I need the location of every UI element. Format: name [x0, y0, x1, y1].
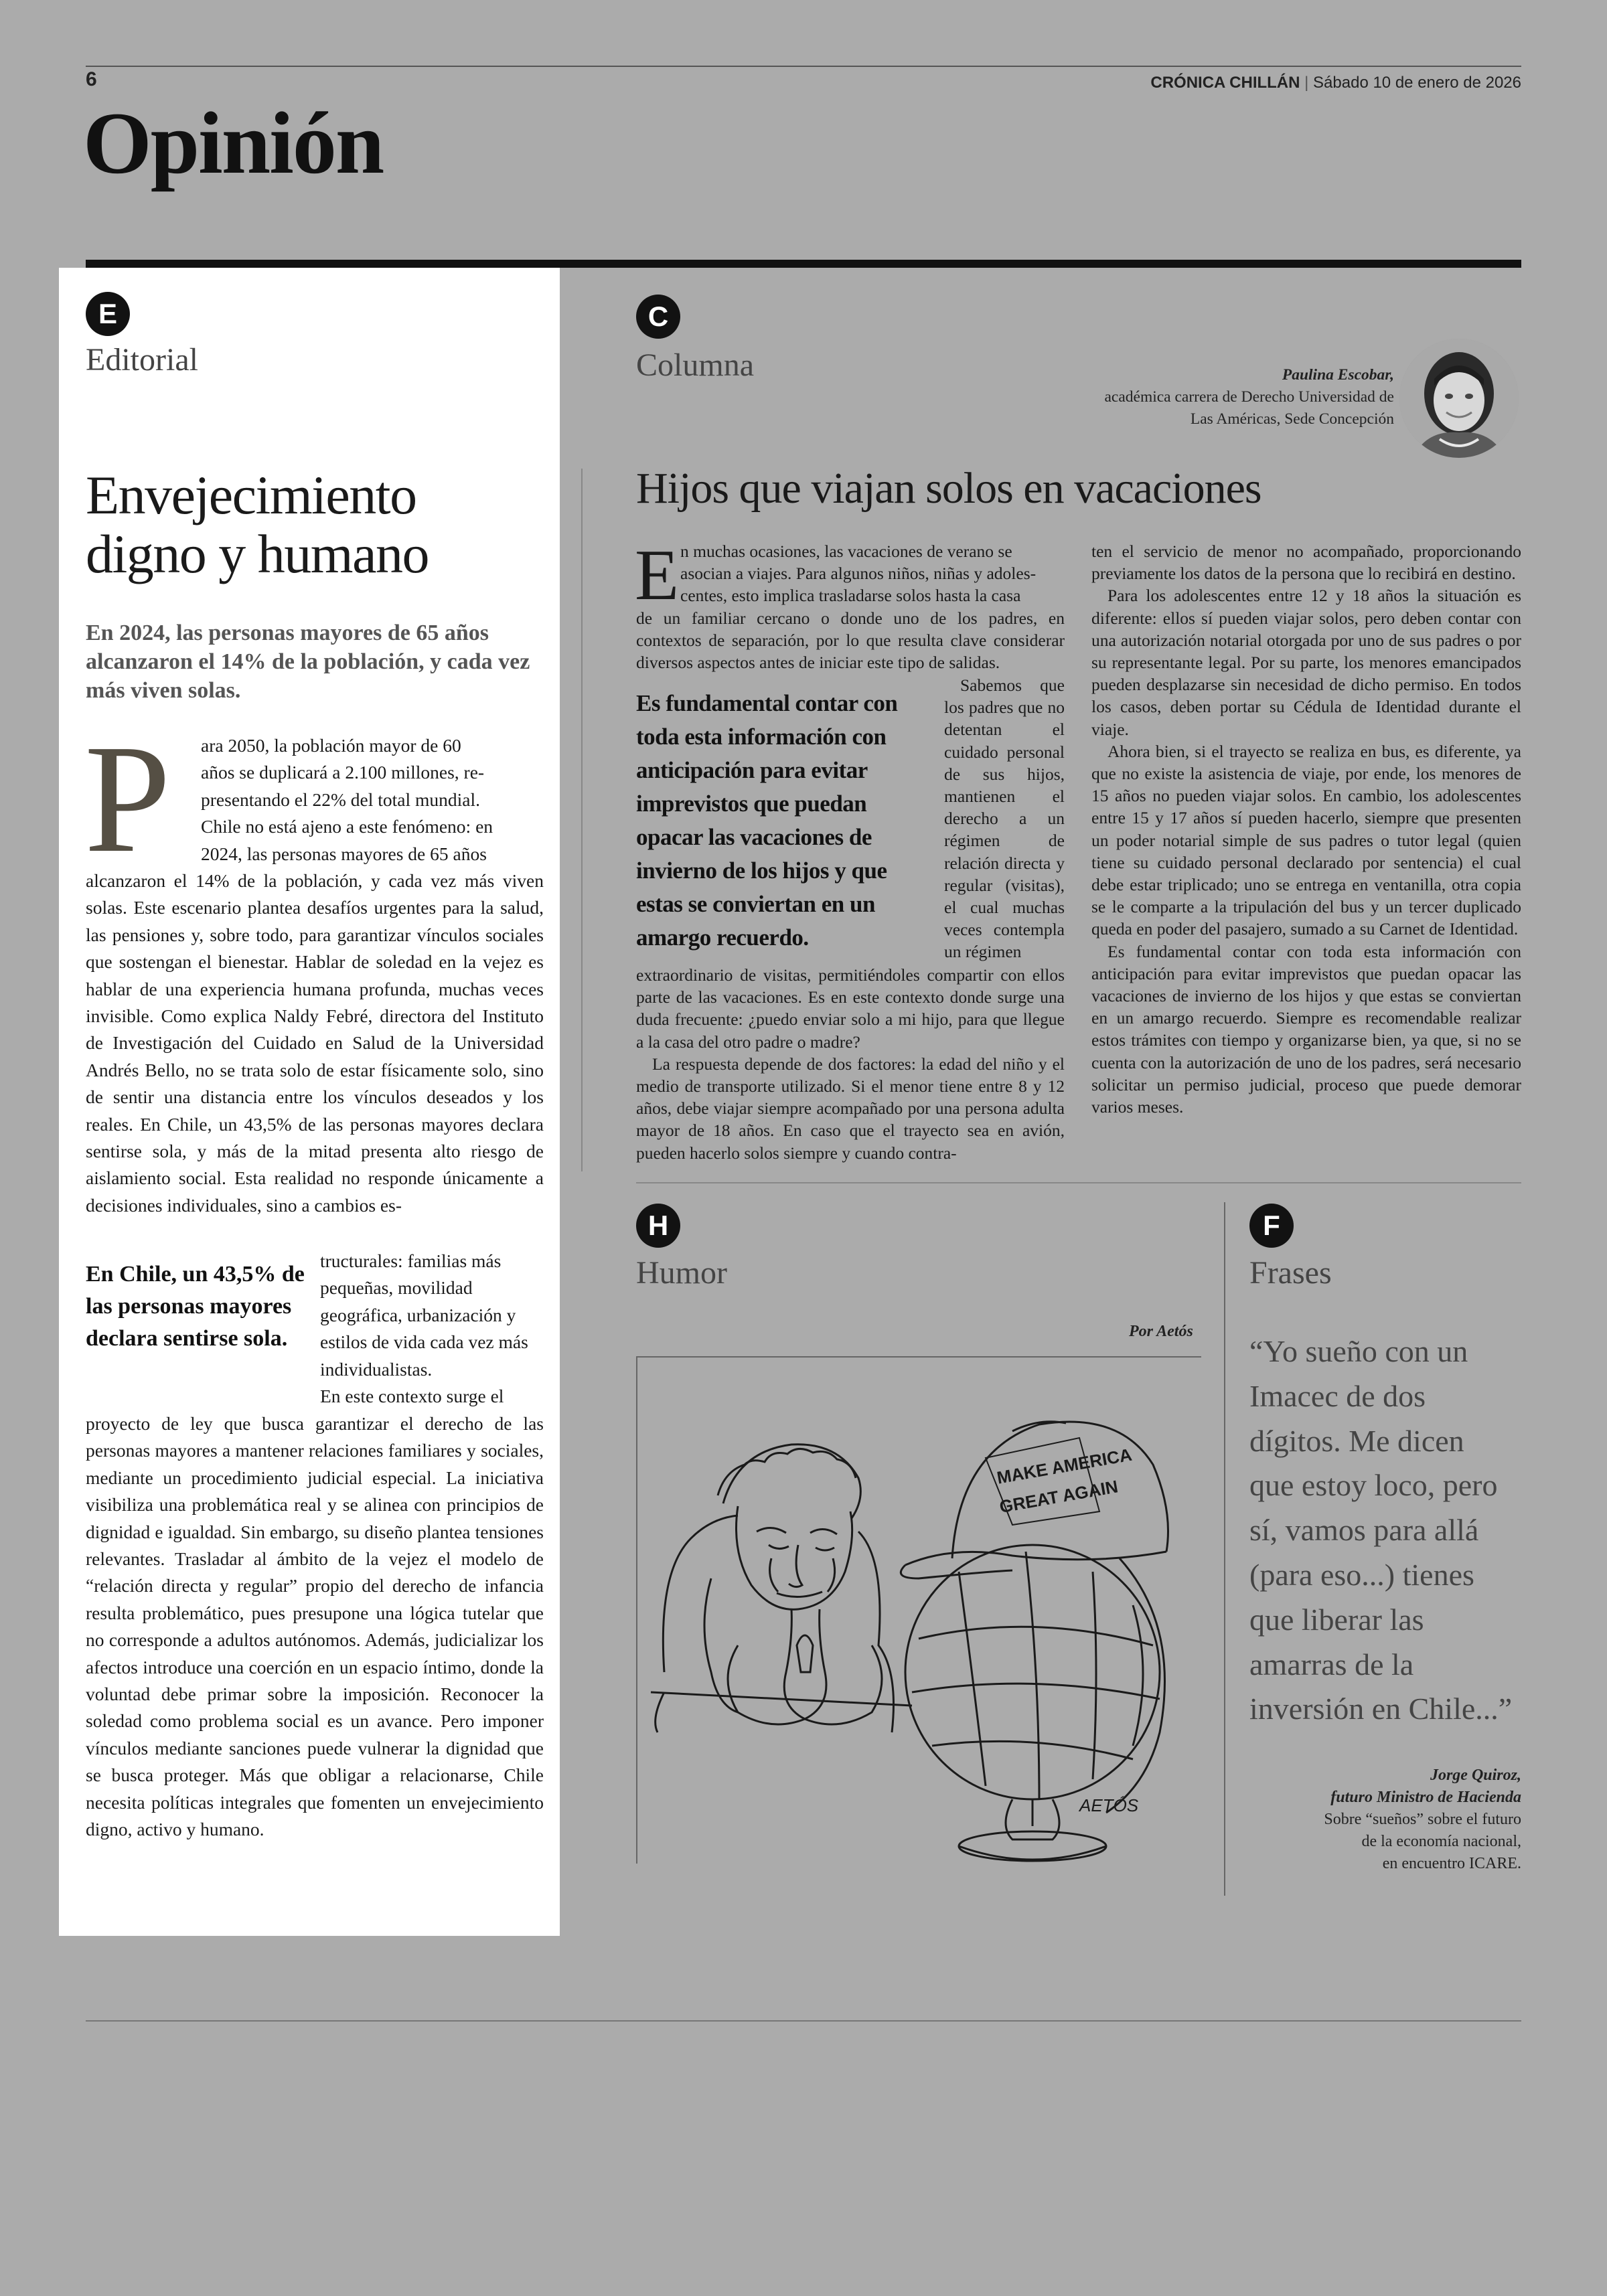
- header-top-rule: [86, 66, 1521, 67]
- editorial-title-line2: digno y humano: [86, 523, 429, 584]
- quote-line: (para eso...) tienes: [1249, 1557, 1474, 1592]
- frases-divider-vertical: [1224, 1202, 1225, 1896]
- columna-col2-p1: ten el servicio de menor no acompañado, proporcionando previamente los datos de la persona que lo recibirá en destino.: [1091, 542, 1521, 584]
- cartoon-signature: AETÓS: [1079, 1795, 1139, 1815]
- editorial-first-line: Chile no está ajeno a este fenómeno: en: [201, 816, 493, 837]
- columna-col1-bottom-p2: La respuesta depende de dos factores: la edad del niño y el medio de transporte utilizado. Si el menor tiene entre 8 y 12 años, debe viajar siempre acompañado por una persona adulta mayor de 18 años. En caso que el trayecto sea en avión, pueden hacerlo solos siempre y cuando contra-: [636, 1054, 1065, 1163]
- cap-text-line1: MAKE AMERICA: [995, 1444, 1134, 1488]
- columna-col1-side-paragraph: Sabemos que los padres que no detentan el cuidado personal de sus hijos, mantienen el derecho a un régimen de relación directa y regular (visitas), el cual muchas veces contempla un régimen: [944, 675, 1065, 962]
- frases-context-line2: de la economía nacional,: [1361, 1833, 1521, 1850]
- columna-divider-vertical: [581, 469, 583, 1171]
- frases-attribution: [1324, 1765, 1521, 1875]
- footer-rule: [86, 2020, 1521, 2022]
- editorial-first-line: presentando el 22% del total mundial.: [201, 789, 480, 810]
- columna-col1-bottom: [636, 964, 1065, 1164]
- columna-label: Columna: [636, 347, 754, 383]
- editorial-label: Editorial: [86, 342, 198, 378]
- quote-line: dígitos. Me dicen: [1249, 1423, 1464, 1458]
- editorial-first-line: ara 2050, la población mayor de 60: [201, 735, 461, 756]
- cap-text-line2: GREAT AGAIN: [998, 1476, 1120, 1518]
- cartoon-illustration: [637, 1358, 1201, 1864]
- columna-col2-p4: Es fundamental contar con toda esta información con anticipación para evitar imprevistos que puedan opacar las vacaciones de invierno de los hijos y que estas se conviertan en un amargo recuerdo. Siempre es recomendable realizar estos trámites con tiempo y organizarse bien, ya que, si no se cuenta con la autorización de uno de los padres, será necesario solicitar un permiso judicial, proceso que puede demorar varios meses.: [1091, 941, 1521, 1117]
- editorial-side-paragraph: tructurales: familias más pequeñas, movilidad geográfica, urbanización y estilos de vida cada vez más individualistas.: [320, 1250, 528, 1380]
- columna-col2: [1091, 540, 1521, 1118]
- quote-line: que liberar las: [1249, 1602, 1424, 1637]
- editorial-first-line: años se duplicará a 2.100 millones, re-: [201, 762, 485, 783]
- editorial-pullquote: En Chile, un 43,5% de las personas mayores declara sentirse sola.: [86, 1262, 305, 1351]
- quote-line: “Yo sueño con un: [1249, 1334, 1468, 1368]
- humor-credit: Por Aetós: [1129, 1323, 1193, 1340]
- columna-badge: C: [636, 295, 680, 339]
- columna-col2-p2: Para los adolescentes entre 12 y 18 años la situación es diferente: ellos sí pueden viajar solos, pero deben contar con una autorización notarial otorgada por uno de sus padres o por su representante legal. Por su parte, los menores emancipados pueden desplazarse sin necesidad de dicho permiso. En todos los casos, deben portar su Cédula de Identidad durante el viaje.: [1091, 586, 1521, 739]
- quote-line: Imacec de dos: [1249, 1378, 1426, 1413]
- quote-line: amarras de la: [1249, 1647, 1414, 1682]
- author-portrait-icon: [1399, 339, 1519, 458]
- columna-col1-top: [636, 607, 1065, 674]
- section-title: Opinión: [83, 94, 384, 192]
- editorial-body-part1: alcanzaron el 14% de la población, y cada vez más viven solas. Este escenario plantea desafíos urgentes para la salud, las pensiones y, sobre todo, para garantizar vínculos sociales que sostengan el bienestar. Hablar de soledad en la vejez es hablar de una experiencia humana profunda, muchas veces invisible. Como explica Naldy Febré, directora del Instituto de Investigación del Cuidado en Salud de la Universidad Andrés Bello, no se trata solo de estar físicamente solo, sino de sentir una distancia entre los vínculos deseados y los reales. En Chile, un 43,5% de las personas mayores declara sentirse sola, y más de la mitad presenta alto riesgo de aislamiento social. Esta realidad no responde únicamente a decisiones individuales, sino a cambios es-: [86, 870, 544, 1216]
- columna-title: Hijos que viajan solos en vacaciones: [636, 464, 1261, 513]
- quote-line: inversión en Chile...”: [1249, 1692, 1513, 1726]
- columna-col2-p3: Ahora bien, si el trayecto se realiza en bus, es diferente, ya que no existe la asistencia de viaje, por ende, los menores de 15 años no pueden viajar solos. En cambio, los adolescentes entre 15 y 17 años sí pueden hacerlo, siempre que presenten un poder notarial simple de sus padres o tutor legal (quien tiene su cuidado personal declarado por sentencia) el cual debe estar triplicado; uno se entrega en ventanilla, otra copia se le comparte a la tripulación del bus y un tercer duplicado queda en poder del pasajero, sumado a su Carnet de Identidad.: [1091, 741, 1521, 939]
- frases-badge: F: [1249, 1204, 1294, 1248]
- columna-dropcap: E: [635, 536, 679, 615]
- columna-author-name: Paulina Escobar,: [1282, 366, 1394, 384]
- editorial-lead: En 2024, las personas mayores de 65 años alcanzaron el 14% de la población, y cada vez más viven solas.: [86, 621, 530, 703]
- quote-line: sí, vamos para allá: [1249, 1513, 1479, 1548]
- frases-label: Frases: [1249, 1255, 1332, 1291]
- cartoon-man-icon: [651, 1445, 912, 1732]
- columna-col1-bottom-p1: extraordinario de visitas, permitiéndoles compartir con ellos parte de las vacaciones. Es en este contexto donde surge una duda frecuente: ¿puedo enviar solo a mi hijo, para que llegue a la casa del otro padre o madre?: [636, 965, 1065, 1052]
- humor-badge: H: [636, 1204, 680, 1248]
- frases-quote: [1249, 1329, 1521, 1732]
- masthead-date: [1150, 74, 1521, 92]
- quote-line: que estoy loco, pero: [1249, 1468, 1498, 1503]
- columna-col1-side: [944, 674, 1065, 963]
- masthead-separator: |: [1304, 74, 1314, 92]
- editorial-body-part2: proyecto de ley que busca garantizar el derecho de las personas mayores a mantener relaciones familiares y sociales, mediante un procedimiento judicial especial. La iniciativa visibiliza una problemática real y se alinea con principios de dignidad e igualdad. Sin embargo, su diseño plantea tensiones relevantes. Trasladar al ámbito de la vejez el modelo de “relación directa y regular” propio del derecho de infancia resulta problemático, pues presupone una lógica tutelar que no corresponde a adultos autónomos. Además, judicializar los afectos introduce una coerción en un espacio íntimo, donde la voluntad debe primar sobre la imposición. Reconocer la soledad como problema social es un avance. Pero imponer vínculos mediante sanciones puede vulnerar la dignidad que se busca proteger. Más que obligar a relacionarse, Chile necesita políticas integrales que fomenten un envejecimiento digno, activo y humano.: [86, 1413, 544, 1840]
- columna-dropcap-lines: [680, 540, 1065, 607]
- masthead: CRÓNICA CHILLÁN: [1150, 74, 1300, 92]
- cartoon-frame: [636, 1356, 1201, 1864]
- issue-date: Sábado 10 de enero de 2026: [1313, 74, 1521, 92]
- columna-dropcap-line: centes, esto implica trasladarse solos hasta la casa: [680, 586, 1021, 606]
- columna-pullquote: Es fundamental contar con toda esta información con anticipación para evitar imprevistos que puedan opacar las vacaciones de invierno de los hijos y que estas se conviertan en un amargo recuerdo.: [636, 690, 898, 951]
- editorial-badge: E: [86, 292, 130, 336]
- columna-col1-top-paragraph: de un familiar cercano o donde uno de los padres, en contextos de separación, por lo que resulta clave considerar diversos aspectos antes de iniciar este tipo de salidas.: [636, 608, 1065, 673]
- columna-dropcap-line: asocian a viajes. Para algunos niños, niñas y adoles-: [680, 564, 1037, 584]
- frases-author-name: Jorge Quiroz,: [1430, 1767, 1521, 1784]
- page-number: 6: [86, 68, 97, 90]
- humor-label: Humor: [636, 1255, 727, 1291]
- editorial-title-line1: Envejecimiento: [86, 465, 416, 525]
- columna-author-role1: académica carrera de Derecho Universidad de: [1104, 388, 1394, 406]
- frases-context-line3: en encuentro ICARE.: [1382, 1855, 1521, 1872]
- columna-bottom-rule: [636, 1182, 1521, 1183]
- header-thick-rule: [86, 260, 1521, 268]
- columna-author-role2: Las Américas, Sede Concepción: [1190, 410, 1394, 428]
- editorial-first-lines: [201, 732, 536, 868]
- editorial-first-line: 2024, las personas mayores de 65 años: [201, 843, 487, 864]
- columna-author: [1104, 364, 1394, 430]
- editorial-title: [86, 466, 541, 584]
- editorial-body-side: [320, 1248, 544, 1410]
- frases-context-line1: Sobre “sueños” sobre el futuro: [1324, 1811, 1521, 1828]
- editorial-side-paragraph2: En este contexto surge el: [320, 1386, 504, 1407]
- author-photo: [1399, 339, 1519, 458]
- columna-dropcap-line: n muchas ocasiones, las vacaciones de verano se: [680, 542, 1012, 561]
- frases-author-role: futuro Ministro de Hacienda: [1330, 1789, 1521, 1806]
- editorial-dropcap: P: [84, 713, 171, 885]
